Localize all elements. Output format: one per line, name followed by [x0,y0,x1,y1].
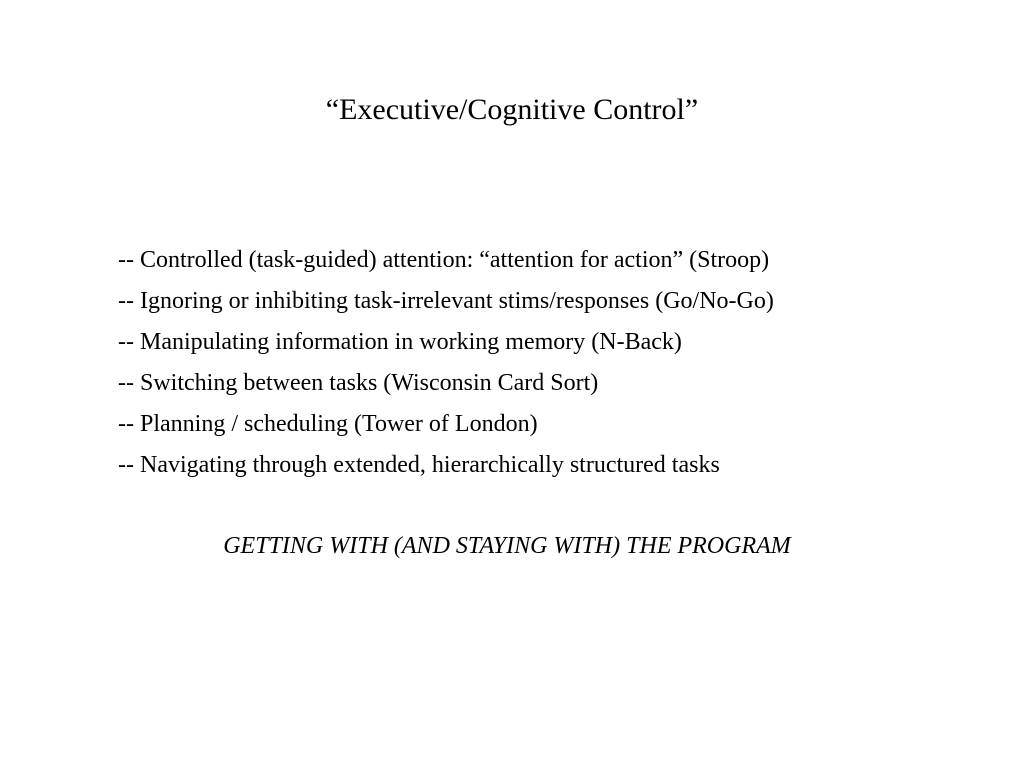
bullet-item: -- Planning / scheduling (Tower of London) [118,411,538,437]
bullet-item: -- Navigating through extended, hierarchically structured tasks [118,452,720,478]
slide-title: “Executive/Cognitive Control” [325,93,699,126]
bullet-item: -- Controlled (task-guided) attention: “attention for action” (Stroop) [118,247,770,273]
bullet-list [118,240,774,486]
slide-tagline: GETTING WITH (AND STAYING WITH) THE PROGRAM [223,533,791,559]
bullet-item: -- Ignoring or inhibiting task-irrelevant stims/responses (Go/No-Go) [118,288,774,314]
bullet-item: -- Manipulating information in working memory (N-Back) [118,329,682,355]
bullet-item: -- Switching between tasks (Wisconsin Card Sort) [118,370,599,396]
